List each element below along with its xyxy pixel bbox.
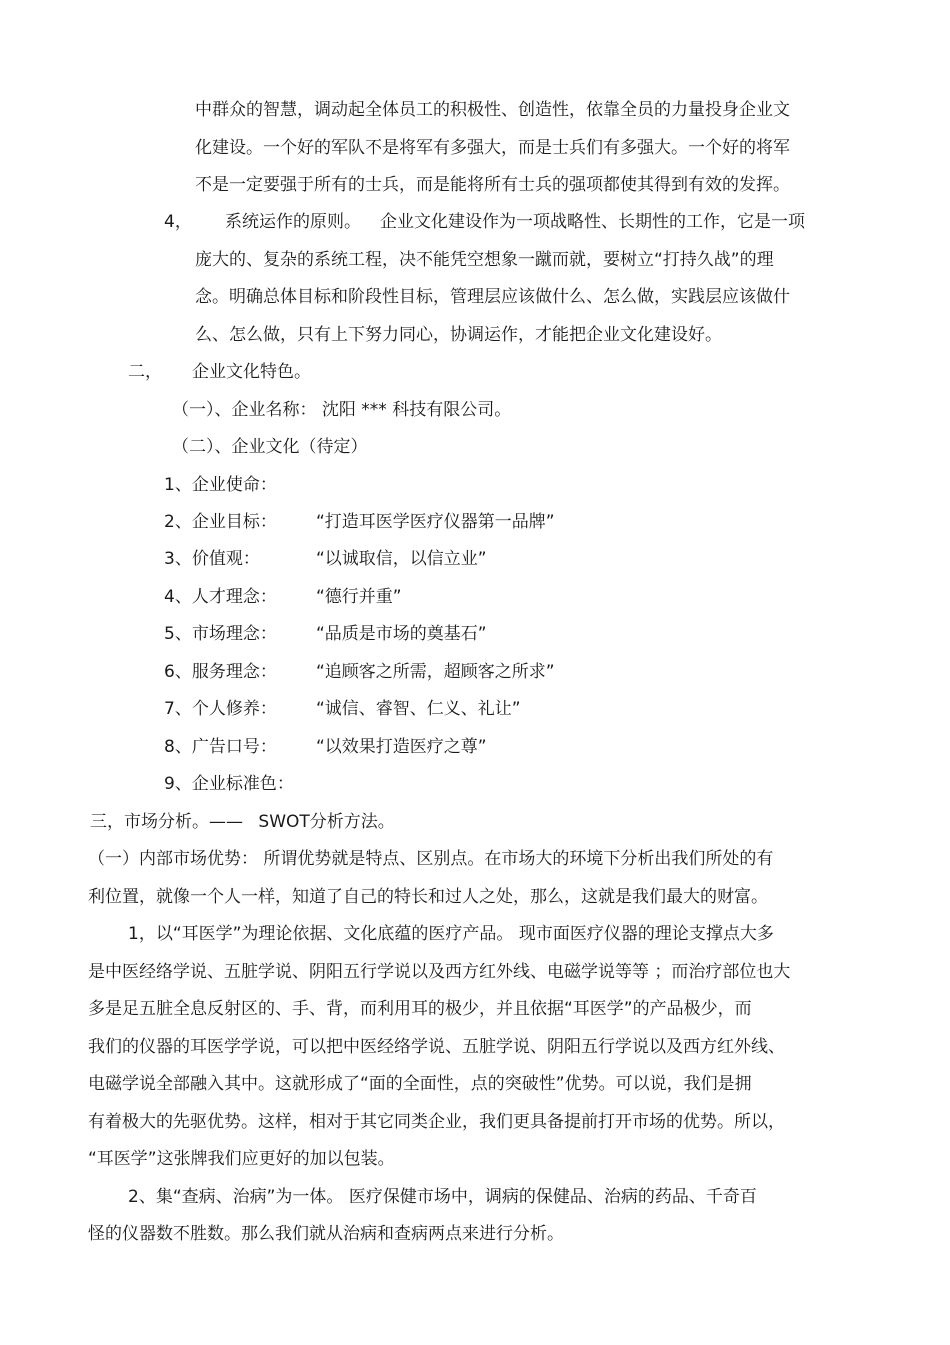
culture-item-value: “以效果打造医疗之尊” bbox=[316, 737, 487, 757]
culture-item-value: “以诚取信，以信立业” bbox=[316, 549, 487, 569]
paragraph-line: 是中医经络学说、五脏学说、阴阳五行学说以及西方红外线、电磁学说等等 ；而治疗部位也大 bbox=[88, 962, 791, 982]
paragraph-line: 有着极大的先驱优势。这样，相对于其它同类企业，我们更具备提前打开市场的优势。所以， bbox=[88, 1112, 785, 1132]
principle4-title: 系统运作的原则。 bbox=[225, 212, 361, 232]
paragraph-line: 多是足五脏全息反射区的、手、背，而利用耳的极少，并且依据“耳医学”的产品极少，而 bbox=[88, 999, 752, 1019]
culture-item bbox=[164, 511, 277, 533]
internal-advantage-line-1: （一）内部市场优势： 所谓优势就是特点、区别点。在市场大的环境下分析出我们所处的有 bbox=[88, 849, 774, 869]
culture-item-label: 5、市场理念： bbox=[164, 624, 277, 644]
culture-item-value: “打造耳医学医疗仪器第一品牌” bbox=[316, 512, 555, 532]
company-name-line: （一）、企业名称： 沈阳 *** 科技有限公司。 bbox=[172, 400, 512, 420]
principle4-number: 4， bbox=[164, 212, 192, 232]
culture-item bbox=[164, 698, 277, 720]
culture-item-label: 7、个人修养： bbox=[164, 699, 277, 719]
principle4-line-2: 庞大的、复杂的系统工程，决不能凭空想象一蹴而就，要树立“打持久战”的理 bbox=[195, 250, 774, 270]
culture-item-label: 1、企业使命： bbox=[164, 475, 277, 495]
principle4-line-1: 企业文化建设作为一项战略性、长期性的工作，它是一项 bbox=[380, 212, 805, 232]
culture-item bbox=[164, 623, 277, 645]
principle3-line-3: 不是一定要强于所有的士兵，而是能将所有士兵的强项都使其得到有效的发挥。 bbox=[195, 175, 790, 195]
culture-item-value: “品质是市场的奠基石” bbox=[316, 624, 487, 644]
paragraph-line: 电磁学说全部融入其中。这就形成了“面的全面性，点的突破性”优势。可以说，我们是拥 bbox=[88, 1074, 752, 1094]
section3-heading bbox=[90, 811, 395, 833]
paragraph-line: “耳医学”这张牌我们应更好的加以包装。 bbox=[88, 1149, 395, 1169]
culture-item-label: 9、企业标准色： bbox=[164, 774, 294, 794]
paragraph-line: 2、集“查病、治病”为一体。 医疗保健市场中，调病的保健品、治病的药品、千奇百 bbox=[128, 1187, 757, 1207]
section3-heading-prefix: 三，市场分析。—— bbox=[90, 812, 243, 832]
culture-item-label: 3、价值观： bbox=[164, 549, 260, 569]
principle4-line-3: 念。明确总体目标和阶段性目标，管理层应该做什么、怎么做，实践层应该做什 bbox=[195, 287, 790, 307]
paragraph-line: 1，以“耳医学”为理论依据、文化底蕴的医疗产品。 现市面医疗仪器的理论支撑点大多 bbox=[128, 924, 774, 944]
principle3-line-1: 中群众的智慧，调动起全体员工的积极性、创造性，依靠全员的力量投身企业文 bbox=[195, 100, 790, 120]
principle4-line-4: 么、怎么做，只有上下努力同心，协调运作，才能把企业文化建设好。 bbox=[195, 325, 722, 345]
culture-item-label: 8、广告口号： bbox=[164, 737, 277, 757]
culture-item bbox=[164, 736, 277, 758]
culture-item-value: “诚信、睿智、仁义、礼让” bbox=[316, 699, 521, 719]
culture-item-label: 6、服务理念： bbox=[164, 662, 277, 682]
paragraph-line: 我们的仪器的耳医学学说，可以把中医经络学说、五脏学说、阴阳五行学说以及西方红外线、 bbox=[88, 1037, 785, 1057]
culture-item-value: “追顾客之所需，超顾客之所求” bbox=[316, 662, 555, 682]
section3-heading-swot: SWOT bbox=[258, 812, 310, 832]
culture-item bbox=[164, 548, 260, 570]
culture-item-value: “德行并重” bbox=[316, 587, 402, 607]
company-culture-line: （二）、企业文化（待定） bbox=[172, 437, 368, 457]
section2-number: 二， bbox=[128, 362, 162, 382]
culture-item-label: 4、人才理念： bbox=[164, 587, 277, 607]
culture-item bbox=[164, 773, 294, 795]
culture-item bbox=[164, 586, 277, 608]
paragraph-line: 怪的仪器数不胜数。那么我们就从治病和查病两点来进行分析。 bbox=[88, 1224, 564, 1244]
section2-title: 企业文化特色。 bbox=[192, 362, 311, 382]
internal-advantage-line-2: 利位置，就像一个人一样，知道了自己的特长和过人之处，那么，这就是我们最大的财富。 bbox=[88, 887, 768, 907]
principle3-line-2: 化建设。一个好的军队不是将军有多强大，而是士兵们有多强大。一个好的将军 bbox=[195, 138, 790, 158]
culture-item bbox=[164, 474, 277, 496]
culture-item bbox=[164, 661, 277, 683]
section3-heading-suffix: 分析方法。 bbox=[309, 812, 395, 832]
culture-item-label: 2、企业目标： bbox=[164, 512, 277, 532]
